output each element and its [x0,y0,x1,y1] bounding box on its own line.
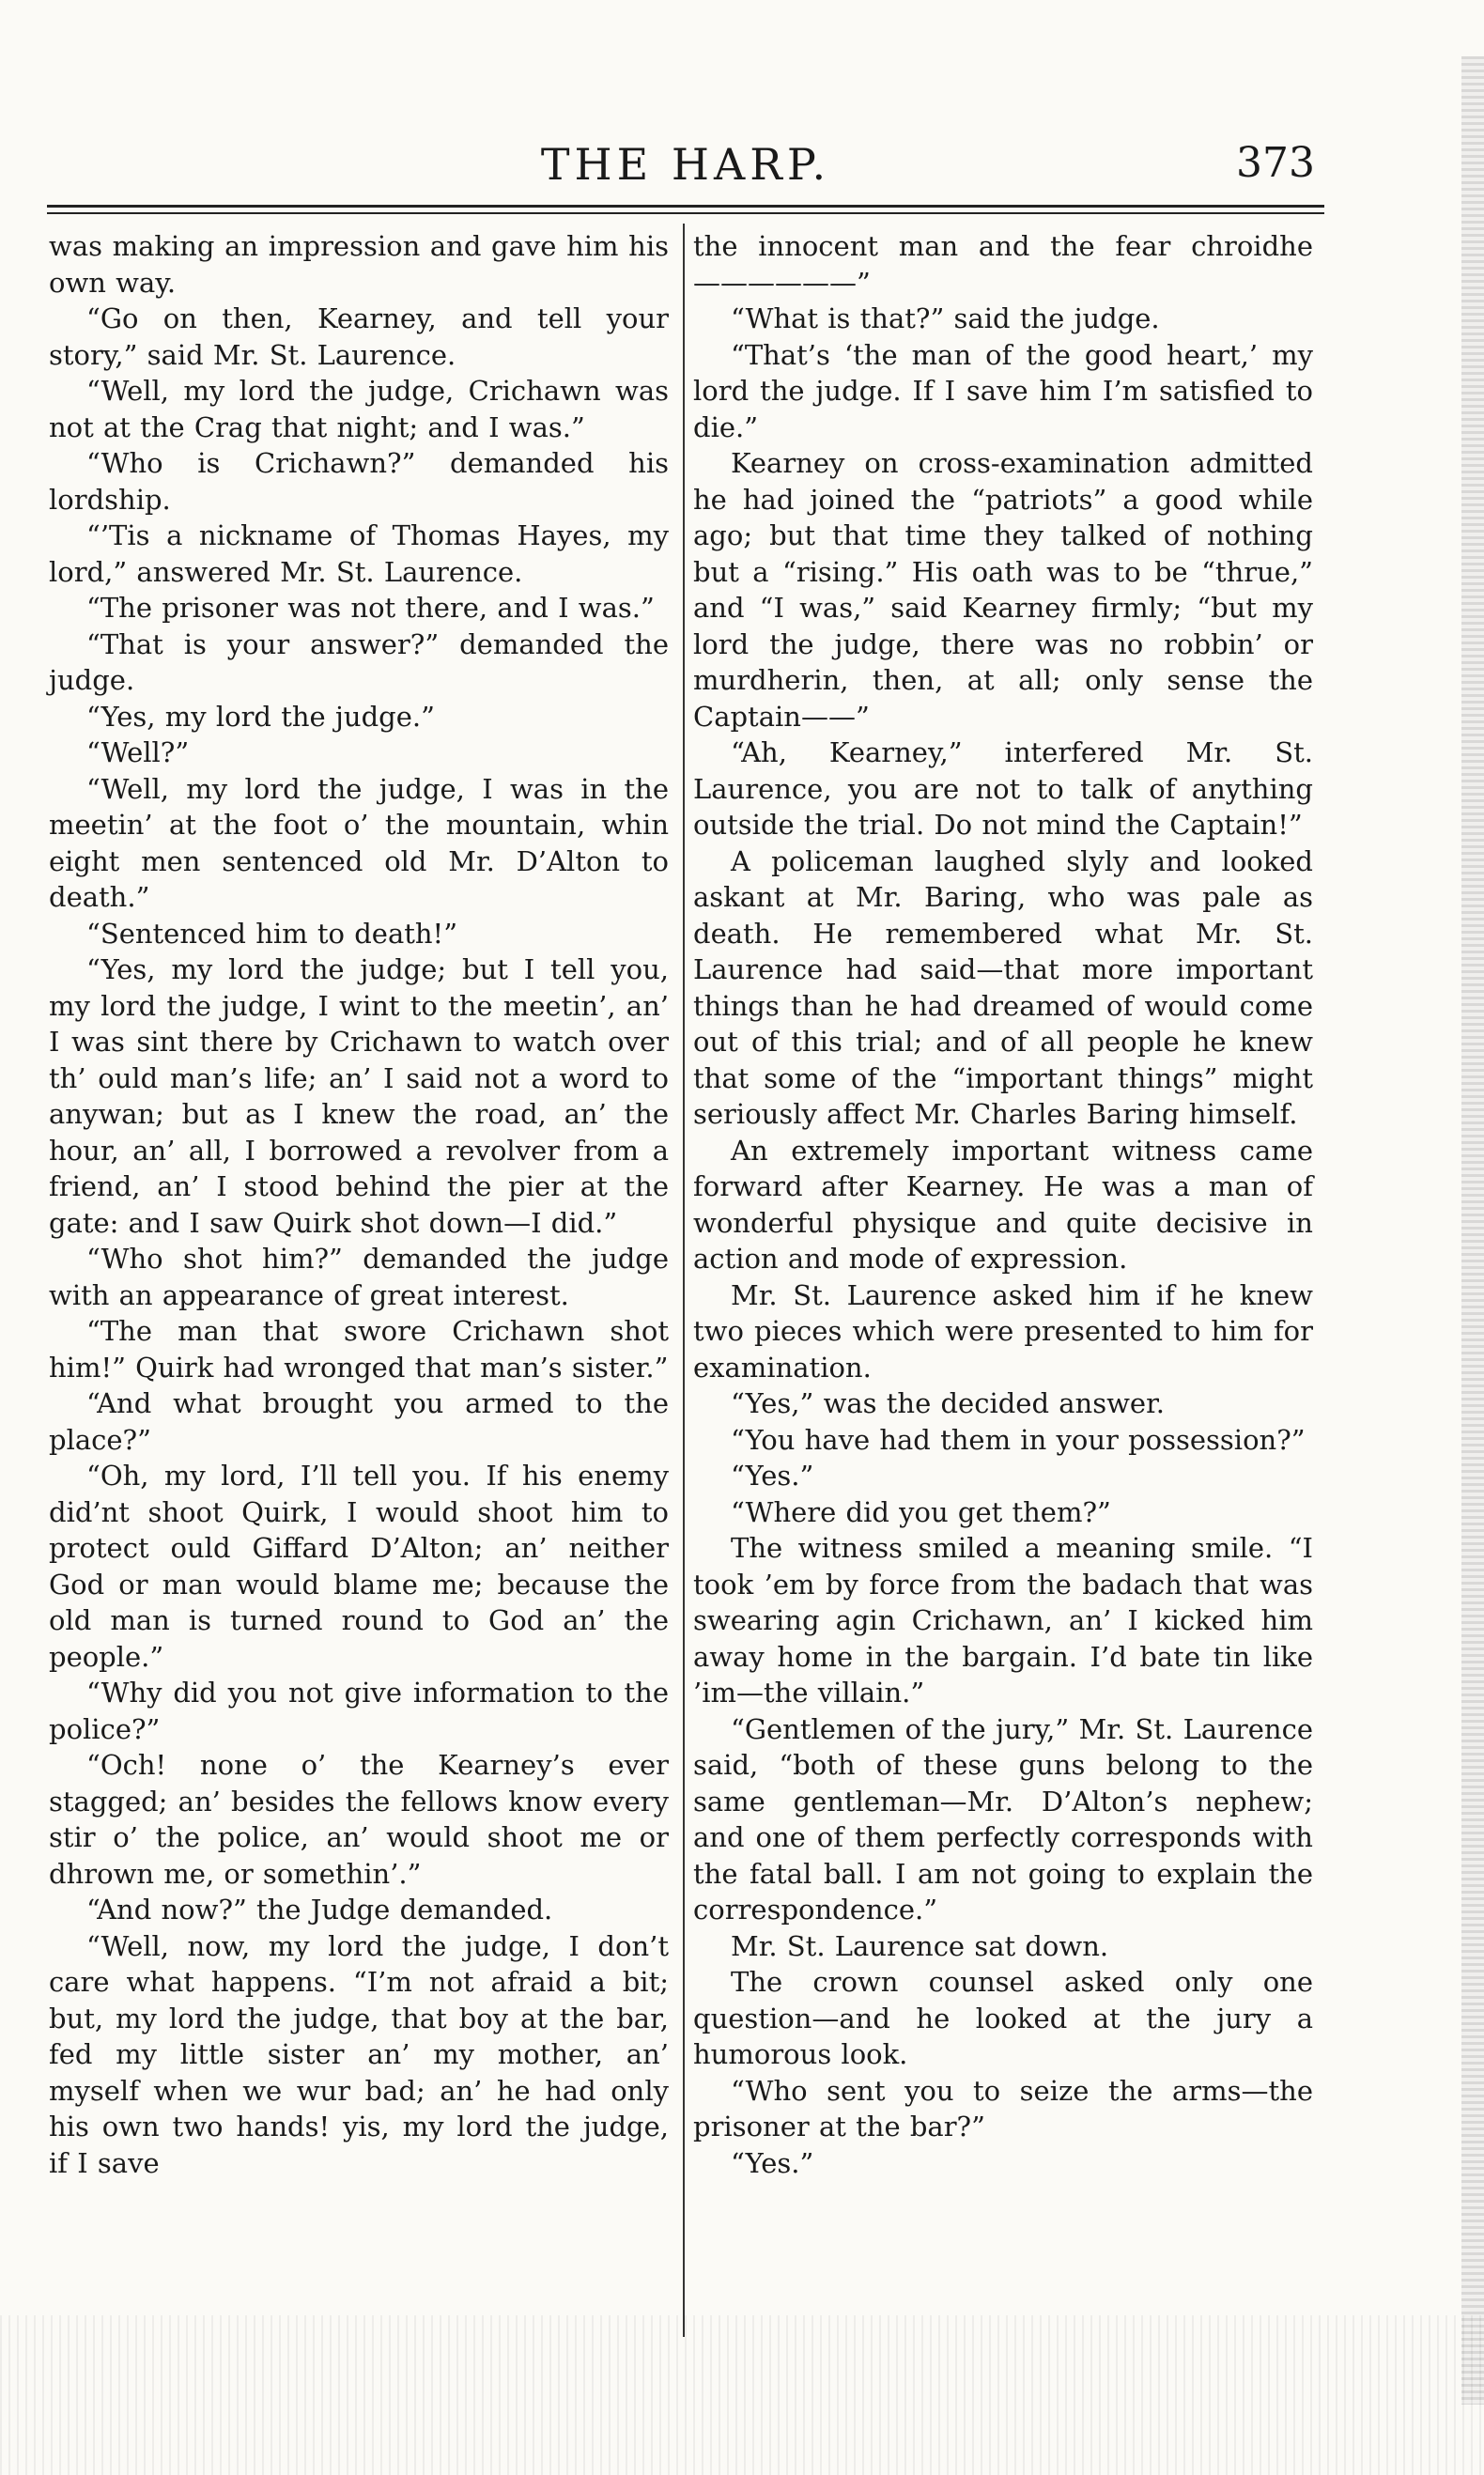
paragraph: “The man that swore Crichawn shot him!” Quirk had wronged that man’s sister.” [49,1315,669,1384]
paragraph: “Yes, my lord the judge.” [86,700,435,733]
paragraph: “Yes.” [731,2146,814,2179]
paragraph: “Sentenced him to death!” [86,917,458,950]
running-header [56,139,1315,205]
paragraph: “You have had them in your possession?” [731,1423,1306,1456]
header-rule [47,205,1324,208]
paragraph: “Well, now, my lord the judge, I don’t care what happens. “I’m not afraid a bit; but, my lord the judge, that boy at the bar, fed my little sister an’ my mother, an’ myself when we wur bad; an’ he had only his own two hands! yis, my lord the judge, if I save [49,1929,669,2179]
scan-edge-shadow [1461,56,1484,2405]
paragraph: “Gentlemen of the jury,” Mr. St. Laurence said, “both of these guns belong to the same gentleman—Mr. D’Alton’s nephew; and one of them perfectly corresponds with the fatal ball. I am not going to explain the correspondence.” [693,1712,1313,1926]
paragraph: “Yes.” [731,1460,814,1492]
paragraph: A policeman laughed slyly and looked askant at Mr. Baring, who was pale as death. He remembered what Mr. St. Laurence had said—that more important things than he had dreamed of would come out of this trial; and of all people he knew that some of the “important things” might seriously affect Mr. Charles Baring himself. [693,844,1313,1130]
paragraph: Mr. St. Laurence asked him if he knew two pieces which were presented to him for examination. [693,1278,1313,1384]
paragraph: “Well?” [86,736,190,768]
paragraph: “The prisoner was not there, and I was.” [86,592,655,624]
page-number: 373 [1236,139,1315,187]
paragraph: “That’s ‘the man of the good heart,’ my lord the judge. If I save him I’m satisfied to die.” [693,338,1313,443]
paragraph: “And now?” the Judge demanded. [86,1894,553,1926]
paragraph: was making an impression and gave him his own way. [49,230,669,299]
right-column [693,228,1313,2181]
scan-noise-bottom [0,2315,1484,2475]
paragraph: “Yes,” was the decided answer. [731,1387,1165,1419]
paragraph: the innocent man and the fear chroidhe ——————” [693,230,1313,299]
left-column [49,228,669,2181]
paragraph: “Go on then, Kearney, and tell your story,” said Mr. St. Laurence. [49,302,669,371]
journal-title: THE HARP. [540,139,831,190]
paragraph: “’Tis a nickname of Thomas Hayes, my lord,” answered Mr. St. Laurence. [49,519,669,588]
paragraph: “Well, my lord the judge, I was in the meetin’ at the foot o’ the mountain, whin eight men sentenced old Mr. D’Alton to death.” [49,772,669,913]
paragraph: Mr. St. Laurence sat down. [731,1929,1109,1962]
paragraph: “Oh, my lord, I’ll tell you. If his enemy did’nt shoot Quirk, I would shoot him to protect ould Giffard D’Alton; an’ neither God or man would blame me; because the old man is turned round to God an’ the people.” [49,1460,669,1673]
paragraph: “Who is Crichawn?” demanded his lordship. [49,447,669,516]
column-divider [683,224,685,2337]
paragraph: “Ah, Kearney,” interfered Mr. St. Laurence, you are not to talk of anything outside the trial. Do not mind the Captain!” [693,736,1313,841]
paragraph: An extremely important witness came forward after Kearney. He was a man of wonderful physique and quite decisive in action and mode of expression. [693,1134,1313,1275]
paragraph: Kearney on cross-examination admitted he had joined the “patriots” a good while ago; but that time they talked of nothing but a “rising.” His oath was to be “thrue,” and “I was,” said Kearney firmly; “but my lord the judge, there was no robbin’ or murdherin, then, at all; only sense the Captain——” [693,447,1313,733]
paragraph: “That is your answer?” demanded the judge. [49,627,669,696]
paragraph: “Who shot him?” demanded the judge with an appearance of great interest. [49,1243,669,1311]
paragraph: The witness smiled a meaning smile. “I took ’em by force from the badach that was swearing agin Crichawn, an’ I kicked him away home in the bargain. I’d bate tin like ’im—the villain.” [693,1532,1313,1709]
paragraph: “Who sent you to seize the arms—the prisoner at the bar?” [693,2074,1313,2142]
paragraph: “Well, my lord the judge, Crichawn was not at the Crag that night; and I was.” [49,375,669,443]
paragraph: “Why did you not give information to the police?” [49,1677,669,1745]
paragraph: “Och! none o’ the Kearney’s ever stagged; an’ besides the fellows know every stir o’ the police, an’ would shoot me or dhrown me, or somethin’.” [49,1749,669,1890]
paragraph: “Yes, my lord the judge; but I tell you, my lord the judge, I wint to the meetin’, an’ I was sint there by Crichawn to watch over th’ ould man’s life; an’ I said not a word to anywan; but as I knew the road, an’ the hour, an’ all, I borrowed a revolver from a friend, an’ I stood behind the pier at the gate: and I saw Quirk shot down—I did.” [49,953,669,1239]
paragraph: “And what brought you armed to the place?” [49,1387,669,1456]
paragraph: “What is that?” said the judge. [731,302,1160,334]
paragraph: The crown counsel asked only one question—and he looked at the jury a humorous look. [693,1966,1313,2070]
paragraph: “Where did you get them?” [731,1495,1111,1528]
header-rule-double [47,212,1324,214]
